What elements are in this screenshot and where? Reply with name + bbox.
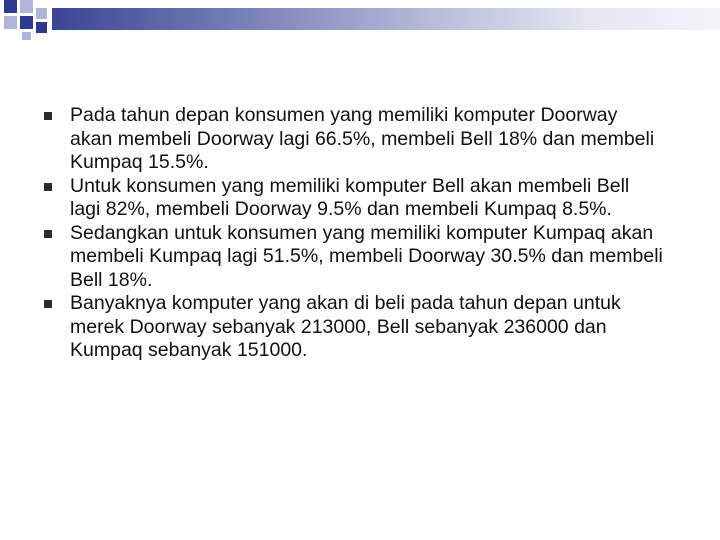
bullet-text: Untuk konsumen yang memiliki komputer Bell akan membeli Bell lagi 82%, membeli Doorway 9.5% dan membeli Kumpaq 8.5%. <box>70 174 630 220</box>
bullet-text: Sedangkan untuk konsumen yang memiliki komputer Kumpaq akan membeli Kumpaq lagi 51.5%, membeli Doorway 30.5% dan membeli Bell 18%. <box>70 221 663 291</box>
decoration-square <box>4 16 17 29</box>
decoration-square <box>22 32 31 40</box>
bullet-item <box>44 292 664 363</box>
decoration-square <box>36 8 47 19</box>
bullet-text: Pada tahun depan konsumen yang memiliki komputer Doorway akan membeli Doorway lagi 66.5%, membeli Bell 18% dan membeli Kumpaq 15.5%. <box>70 104 655 173</box>
decoration-square <box>36 22 47 33</box>
bullet-item <box>44 222 664 293</box>
decoration-square <box>20 0 33 13</box>
bullet-list <box>44 104 664 363</box>
square-bullet-icon <box>44 230 52 238</box>
bullet-text: Banyaknya komputer yang akan di beli pada tahun depan untuk merek Doorway sebanyak 213000, Bell sebanyak 236000 dan Kumpaq sebanyak 151000. <box>70 292 621 361</box>
square-bullet-icon <box>44 112 52 120</box>
decoration-square <box>20 16 33 29</box>
square-bullet-icon <box>44 300 52 308</box>
bullet-item <box>44 175 664 222</box>
decoration-square <box>4 0 17 13</box>
header-gradient-bar <box>52 8 720 30</box>
square-bullet-icon <box>44 183 52 191</box>
slide-header-decoration <box>0 0 720 40</box>
slide-body <box>44 104 664 363</box>
bullet-item <box>44 104 664 175</box>
